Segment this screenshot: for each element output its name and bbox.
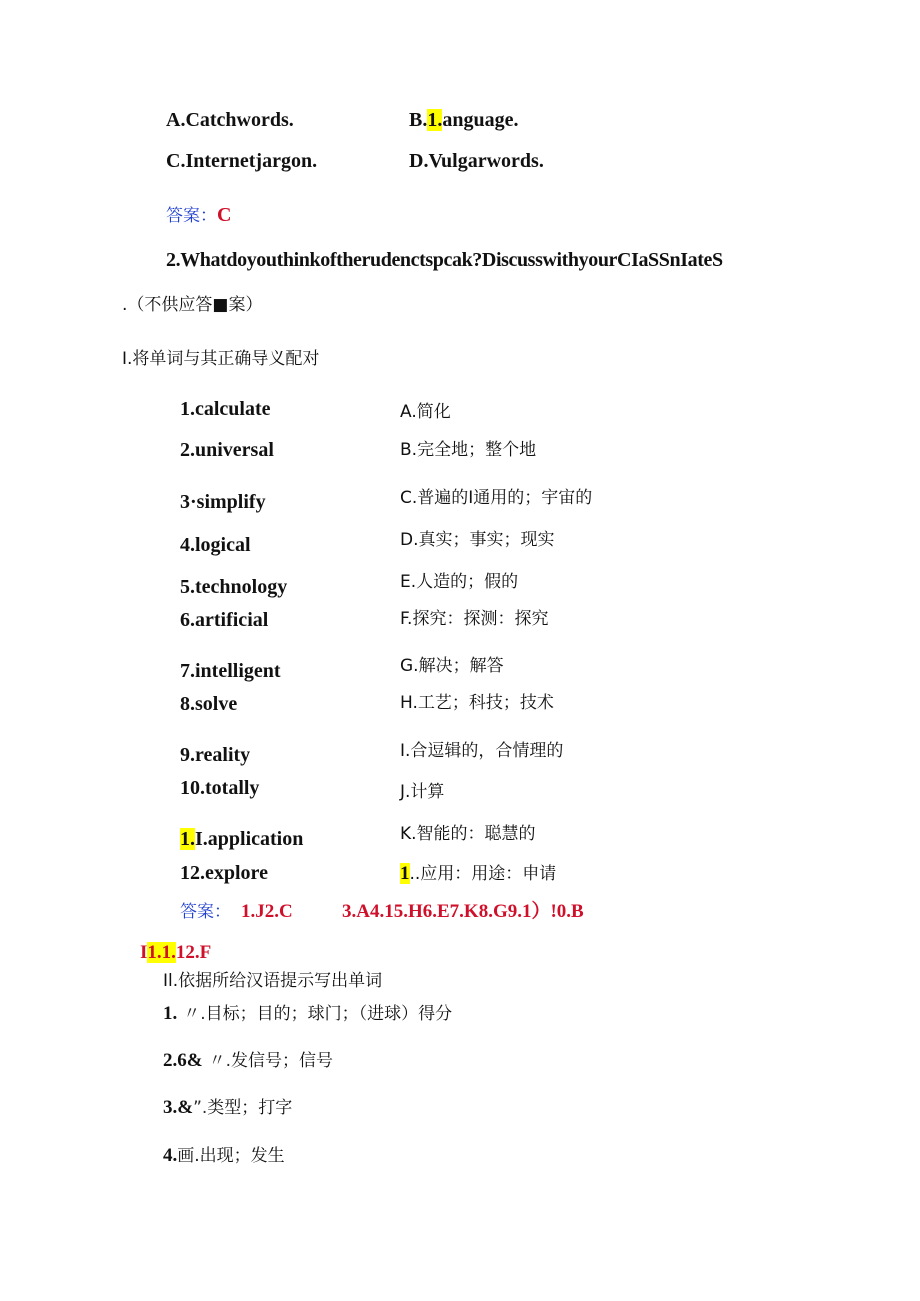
option-b-rest: anguage. xyxy=(442,109,519,131)
word-5: 5.technology xyxy=(180,576,288,598)
fill-item-3-text: 类型；打字 xyxy=(207,1098,293,1118)
word-7: 7.intelligent xyxy=(180,660,281,682)
word-4: 4.logical xyxy=(180,534,251,556)
fill-item-2-text: 发信号；信号 xyxy=(230,1051,333,1071)
word-11-highlight: 1. xyxy=(180,828,195,850)
answer-1 xyxy=(166,205,231,225)
section-2-title: Il.依据所给汉语提示写出单词 xyxy=(163,971,383,991)
def-k: K.智能的：聪慧的 xyxy=(400,824,536,844)
fill-item-4-num: 4. xyxy=(163,1145,178,1166)
fill-item-2-num: 2.6& xyxy=(163,1050,203,1071)
option-b-prefix: B. xyxy=(409,109,428,131)
fill-item-1-num: 1. xyxy=(163,1003,178,1024)
fill-item-2-mid: 〃. xyxy=(208,1051,231,1071)
def-i: I.合逗辑的，合情理的 xyxy=(400,741,564,761)
word-2: 2.universal xyxy=(180,439,274,461)
word-6: 6.artificial xyxy=(180,609,269,631)
option-b-highlight: 1. xyxy=(427,109,443,131)
fill-item-4-text: 出现；发生 xyxy=(199,1146,285,1166)
question-2-continuation: .（不供应答■案） xyxy=(122,295,263,315)
answer-line2-prefix: I xyxy=(140,942,148,963)
def-e: E.人造的；假的 xyxy=(400,572,519,592)
fill-item-4-mid: 画. xyxy=(177,1146,200,1166)
def-a: A.简化 xyxy=(400,402,451,422)
answer-line2-rest: 12.F xyxy=(175,942,212,963)
fill-item-1-text: 目标；目的；球门；（进球）得分 xyxy=(205,1004,453,1024)
answer-line2-highlight: 1.1. xyxy=(147,942,176,963)
option-b xyxy=(409,110,518,130)
option-c: C.Internetjargon. xyxy=(166,150,318,172)
word-1: 1.calculate xyxy=(180,398,271,420)
def-l-text: ..应用：用途：申请 xyxy=(409,864,557,884)
def-g: G.解决；解答 xyxy=(400,656,504,676)
section-1-answer xyxy=(180,902,293,921)
word-11 xyxy=(180,829,303,849)
def-d: D.真实；事实；现实 xyxy=(400,530,555,550)
word-11-text: I.application xyxy=(195,828,304,850)
word-3: 3·simplify xyxy=(180,491,266,513)
fill-item-4 xyxy=(163,1146,285,1165)
fill-item-1 xyxy=(163,1004,452,1023)
fill-item-3 xyxy=(163,1098,292,1117)
word-8: 8.solve xyxy=(180,693,238,715)
question-2: 2.Whatdoyouthinkoftherudenctspcak?DiscusswithyourCIaSSnIateS xyxy=(166,249,723,271)
def-l-highlight: 1 xyxy=(400,863,410,884)
word-12: 12.explore xyxy=(180,862,268,884)
fill-item-3-num: 3.& xyxy=(163,1097,194,1118)
def-h: H.工艺；科技；技术 xyxy=(400,693,554,713)
def-l xyxy=(400,864,556,883)
fill-item-1-mid: 〃. xyxy=(183,1004,206,1024)
fill-item-3-mid: ”. xyxy=(193,1098,208,1118)
section-1-answer-line2 xyxy=(140,943,211,962)
def-j: J.计算 xyxy=(400,782,445,802)
answer-1-label: 答案： xyxy=(166,206,217,226)
option-a: A.Catchwords. xyxy=(166,109,294,131)
def-b: B.完全地；整个地 xyxy=(400,440,537,460)
def-c: C.普遍的I通用的；宇宙的 xyxy=(400,488,593,508)
fill-item-2 xyxy=(163,1051,333,1070)
answer-1-value: C xyxy=(217,204,232,226)
section-1-answer-part2: 3.A4.15.H6.E7.K8.G9.1）!0.B xyxy=(342,901,584,922)
section-1-answer-label: 答案： xyxy=(180,902,231,922)
word-10: 10.totally xyxy=(180,777,260,799)
def-f: F.探究：探测：探究 xyxy=(400,609,549,629)
option-d: D.Vulgarwords. xyxy=(409,150,544,172)
section-1-answer-part1: 1.J2.C xyxy=(241,901,293,922)
section-1-title: I.将单词与其正确导义配对 xyxy=(122,349,320,369)
word-9: 9.reality xyxy=(180,744,251,766)
